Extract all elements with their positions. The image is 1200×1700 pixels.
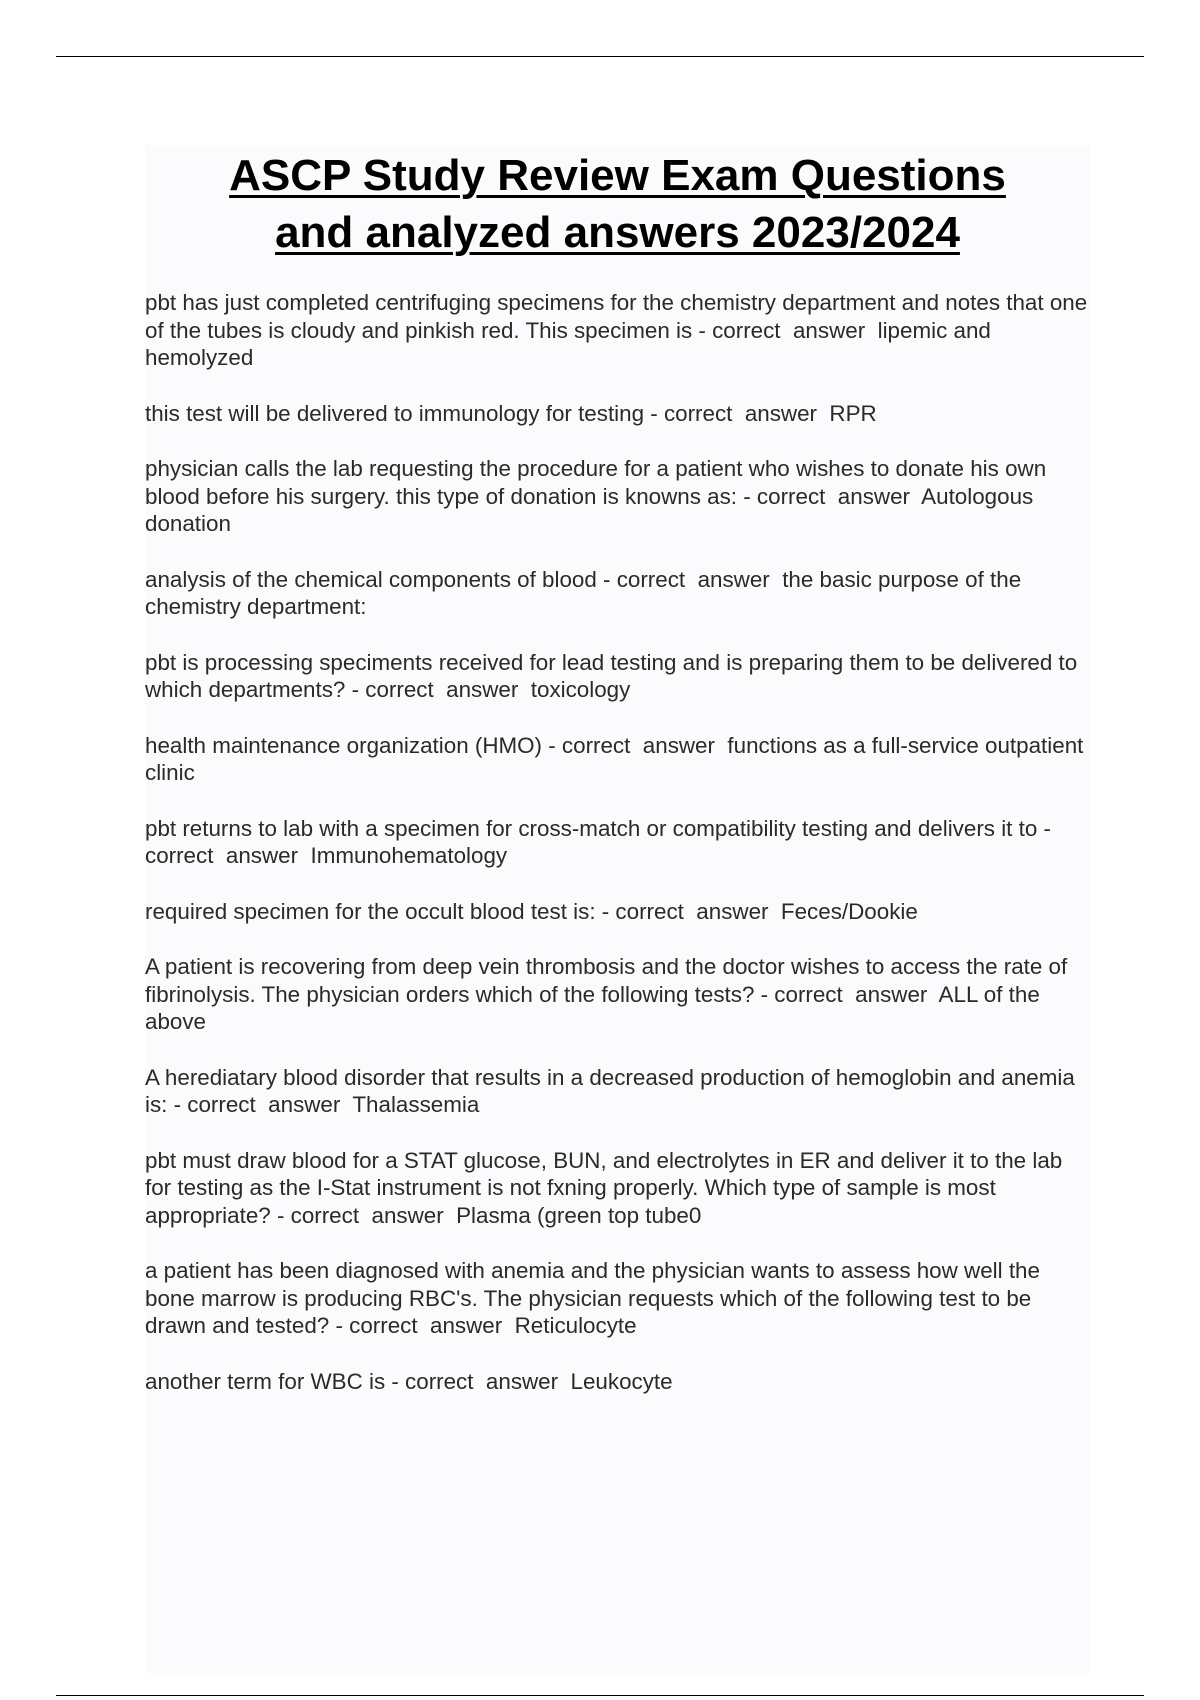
qa-item-1: pbt has just completed centrifuging specimens for the chemistry department and notes that one of the tubes is cloudy and pinkish red. This specimen is - correct answer lipemic and hemolyzed [145, 290, 1094, 370]
qa-item-6: health maintenance organization (HMO) - correct answer functions as a full-service outpatient clinic [145, 732, 1090, 785]
title-line-2: and analyzed answers 2023/2024 [275, 208, 960, 257]
qa-item-10: A herediatary blood disorder that results in a decreased production of hemoglobin and anemia is: - correct answer Thalassemia [145, 1064, 1082, 1117]
qa-item-9: A patient is recovering from deep vein thrombosis and the doctor wishes to access the rate of fibrinolysis. The physician orders which of the following tests? - correct answer ALL of the above [145, 954, 1074, 1034]
bottom-divider [56, 1695, 1144, 1696]
qa-item-12: a patient has been diagnosed with anemia and the physician wants to assess how well the bone marrow is producing RBC's. The physician requests which of the following test to be drawn and tested? - correct answer Reticulocyte [145, 1258, 1047, 1338]
qa-item-2: this test will be delivered to immunology for testing - correct answer RPR [145, 400, 877, 426]
qa-item-8: required specimen for the occult blood test is: - correct answer Feces/Dookie [145, 898, 918, 924]
qa-item-5: pbt is processing speciments received for lead testing and is preparing them to be delivered to which departments? - correct answer toxicology [145, 649, 1084, 702]
qa-item-7: pbt returns to lab with a specimen for cross-match or compatibility testing and delivers it to - correct answer Immunohematology [145, 815, 1058, 868]
qa-item-11: pbt must draw blood for a STAT glucose, BUN, and electrolytes in ER and deliver it to the lab for testing as the I-Stat instrument is not fxning properly. Which type of sample is most appropriate? - correct answer Plasma (green top tube0 [145, 1147, 1069, 1228]
qa-item-4: analysis of the chemical components of blood - correct answer the basic purpose of the chemistry department: [145, 566, 1028, 619]
title-line-1: ASCP Study Review Exam Questions [229, 151, 1006, 200]
document-title [145, 145, 1090, 263]
top-divider [56, 56, 1144, 57]
qa-item-13: another term for WBC is - correct answer Leukocyte [145, 1368, 673, 1394]
qa-list [145, 289, 1094, 1395]
document-body [145, 145, 1094, 1673]
qa-item-3: physician calls the lab requesting the procedure for a patient who wishes to donate his own blood before his surgery. this type of donation is knowns as: - correct answer Autologous donation [145, 456, 1053, 536]
